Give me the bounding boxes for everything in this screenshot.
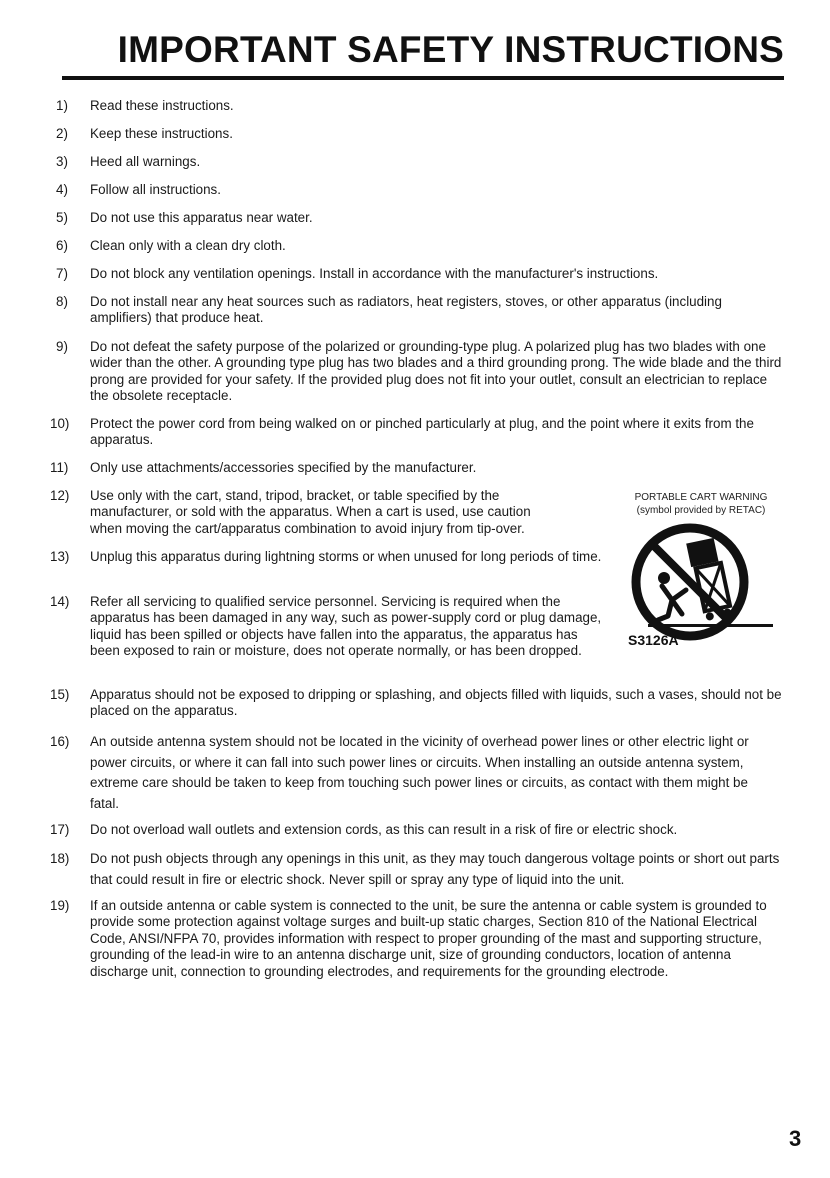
item-text: An outside antenna system should not be located in the vicinity of overhead power lines or other electric light or power circuits, or where it can fall into such power lines or circuits. When installing an outside antenna system, extreme care should be taken to keep from touching such power lines or circuits, as contact with them might be fatal.: [90, 734, 749, 811]
item-text: Do not defeat the safety purpose of the polarized or grounding-type plug. A polarized plug has two blades with one wider than the other. A grounding type plug has two blades and a third grounding prong. The wide blade and the third prong are provided for your safety. If the provided plug does not fit into your outlet, consult an electrician to replace the obsolete receptacle.: [90, 339, 782, 404]
item-number: 6): [56, 238, 68, 253]
list-item: [44, 98, 784, 114]
list-item: [44, 126, 784, 142]
item-number: 7): [56, 266, 68, 281]
title-rule: [62, 76, 784, 80]
item-text: Keep these instructions.: [90, 126, 233, 141]
item-text: Protect the power cord from being walked on or pinched particularly at plug, and the point where it exits from the apparatus.: [90, 416, 754, 448]
list-item: [44, 849, 784, 890]
item-text: Refer all servicing to qualified service personnel. Servicing is required when the apparatus has been damaged in any way, such as power-supply cord or plug damage, liquid has been spilled or objects have fallen into the apparatus, the apparatus has been exposed to rain or moisture, does not operate normally, or has been dropped.: [90, 594, 602, 659]
item-number: 16): [50, 734, 70, 749]
item-number: 12): [50, 488, 70, 503]
list-item: [44, 416, 784, 449]
item-number: 17): [50, 822, 70, 837]
list-item: [44, 488, 544, 537]
page-number: 3: [789, 1126, 802, 1151]
item-number: 15): [50, 687, 70, 702]
item-text: Heed all warnings.: [90, 154, 201, 169]
item-number: 10): [50, 416, 70, 431]
item-text: Use only with the cart, stand, tripod, bracket, or table specified by the manufacturer, or sold with the apparatus. When a cart is used, use caution when moving the cart/apparatus combination to avoid injury from tip-over.: [90, 488, 531, 536]
item-text: Clean only with a clean dry cloth.: [90, 238, 286, 253]
list-item: [44, 460, 784, 476]
list-item: [44, 210, 784, 226]
list-item: [44, 294, 784, 327]
item-number: 5): [56, 210, 68, 225]
item-number: 4): [56, 182, 68, 197]
item-number: 9): [56, 339, 68, 354]
item-text: Do not use this apparatus near water.: [90, 210, 313, 225]
portable-cart-warning-icon: [628, 520, 778, 650]
item-text: Only use attachments/accessories specified by the manufacturer.: [90, 460, 477, 475]
list-item: [44, 732, 766, 814]
item-number: 3): [56, 154, 68, 169]
item-text: Follow all instructions.: [90, 182, 221, 197]
cart-warning-caption: [618, 491, 784, 517]
item-text: Unplug this apparatus during lightning storms or when unused for long periods of time.: [90, 549, 602, 564]
cart-warning-title: PORTABLE CART WARNING: [634, 492, 768, 503]
list-item: [44, 182, 784, 198]
list-item: [44, 549, 604, 565]
item-number: 11): [50, 460, 69, 475]
list-item: [44, 898, 784, 980]
list-item: [44, 822, 784, 838]
item-text: Read these instructions.: [90, 98, 234, 113]
list-item: [44, 339, 784, 405]
item-text: Apparatus should not be exposed to dripping or splashing, and objects filled with liquids, such a vases, should not be placed on the apparatus.: [90, 687, 782, 719]
item-number: 14): [50, 594, 70, 609]
list-item: [44, 238, 784, 254]
item-number: 19): [50, 898, 70, 913]
item-number: 2): [56, 126, 68, 141]
item-text: Do not block any ventilation openings. Install in accordance with the manufacturer's instructions.: [90, 266, 659, 281]
cart-warning-credit: (symbol provided by RETAC): [636, 505, 766, 516]
list-item: [44, 154, 784, 170]
item-number: 8): [56, 294, 68, 309]
item-text: Do not overload wall outlets and extension cords, as this can result in a risk of fire or electric shock.: [90, 822, 678, 837]
cart-symbol-code: S3126A: [628, 632, 679, 648]
item-number: 13): [50, 549, 70, 564]
list-item: [44, 594, 606, 660]
item-number: 1): [56, 98, 68, 113]
item-text: Do not install near any heat sources such as radiators, heat registers, stoves, or other apparatus (including amplifiers) that produce heat.: [90, 294, 722, 326]
item-text: If an outside antenna or cable system is connected to the unit, be sure the antenna or cable system is grounded to provide some protection against voltage surges and built-up static charges, Section 810 of the National Electrical Code, ANSI/NFPA 70, provides information with respect to proper grounding of the mast and supporting structure, grounding of the lead-in wire to an antenna discharge unit, size of grounding conductors, location of antenna discharge unit, connection to grounding electrodes, and requirements for the grounding electrode.: [90, 898, 767, 979]
list-item: [44, 266, 784, 282]
item-number: 18): [50, 851, 70, 866]
page-title: IMPORTANT SAFETY INSTRUCTIONS: [117, 29, 784, 70]
list-item: [44, 687, 784, 720]
item-text: Do not push objects through any openings in this unit, as they may touch dangerous voltage points or short out parts that could result in fire or electric shock. Never spill or spray any type of liquid into the unit.: [90, 851, 780, 887]
